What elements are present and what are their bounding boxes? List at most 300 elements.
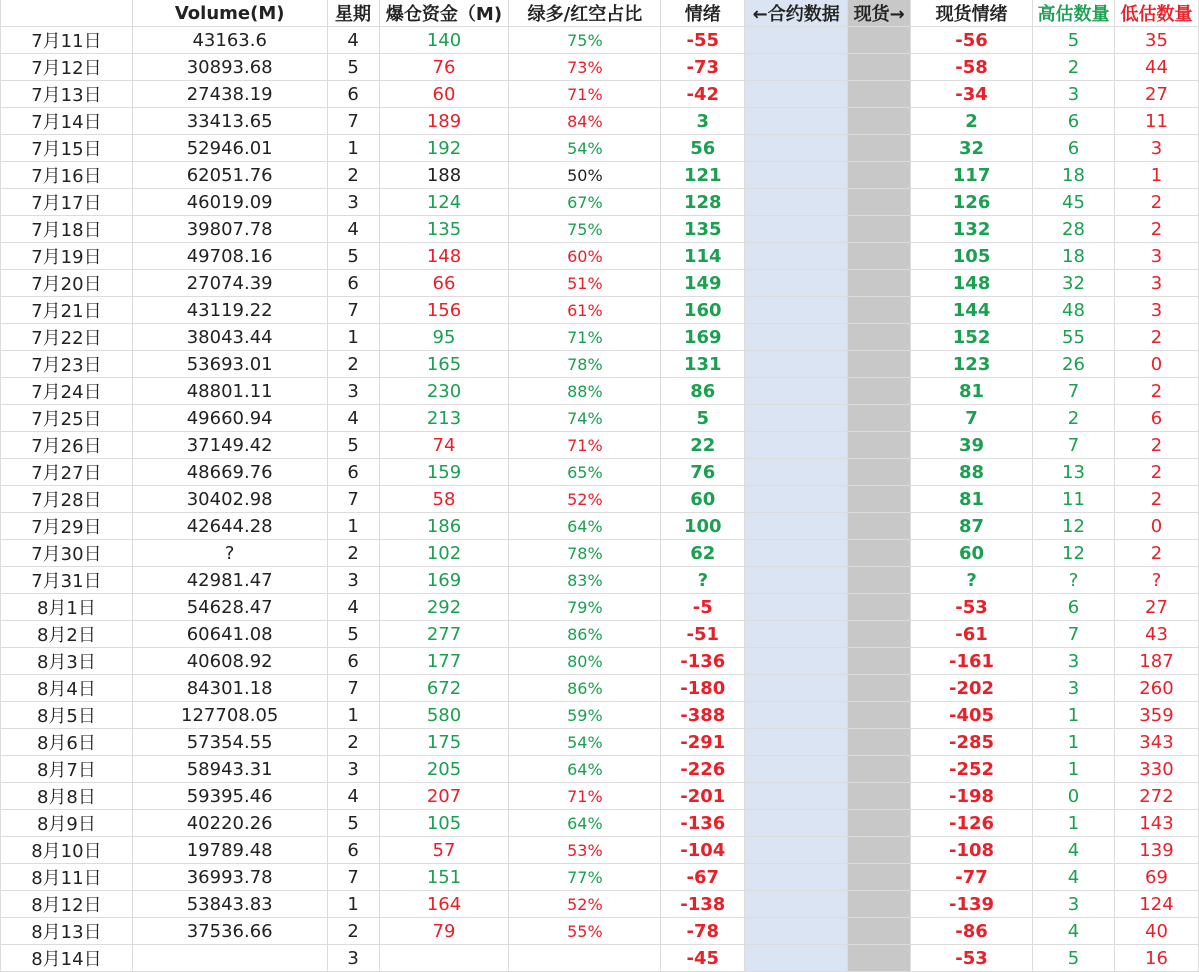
- ratio-cell[interactable]: 88%: [509, 378, 661, 405]
- spot-band-cell[interactable]: [848, 135, 911, 162]
- weekday-cell[interactable]: 7: [327, 108, 379, 135]
- high-count-cell[interactable]: 55: [1032, 324, 1114, 351]
- high-count-cell[interactable]: 18: [1032, 162, 1114, 189]
- sentiment-cell[interactable]: 160: [661, 297, 745, 324]
- high-count-cell[interactable]: 5: [1032, 945, 1114, 972]
- date-cell[interactable]: 7月25日: [1, 405, 133, 432]
- header-contract-data[interactable]: ←合约数据: [745, 0, 848, 27]
- weekday-cell[interactable]: 4: [327, 783, 379, 810]
- sentiment-cell[interactable]: 135: [661, 216, 745, 243]
- weekday-cell[interactable]: 4: [327, 405, 379, 432]
- contract-band-cell[interactable]: [745, 837, 848, 864]
- low-count-cell[interactable]: 69: [1114, 864, 1198, 891]
- sentiment-cell[interactable]: -55: [661, 27, 745, 54]
- date-cell[interactable]: 7月31日: [1, 567, 133, 594]
- weekday-cell[interactable]: 5: [327, 243, 379, 270]
- liquidation-cell[interactable]: 151: [379, 864, 509, 891]
- volume-cell[interactable]: 84301.18: [132, 675, 327, 702]
- date-cell[interactable]: 7月22日: [1, 324, 133, 351]
- low-count-cell[interactable]: 35: [1114, 27, 1198, 54]
- sentiment-cell[interactable]: ?: [661, 567, 745, 594]
- weekday-cell[interactable]: 7: [327, 486, 379, 513]
- spot-sentiment-cell[interactable]: 152: [911, 324, 1033, 351]
- date-cell[interactable]: 8月9日: [1, 810, 133, 837]
- spot-band-cell[interactable]: [848, 864, 911, 891]
- liquidation-cell[interactable]: 169: [379, 567, 509, 594]
- ratio-cell[interactable]: 54%: [509, 729, 661, 756]
- spot-sentiment-cell[interactable]: 126: [911, 189, 1033, 216]
- spot-band-cell[interactable]: [848, 540, 911, 567]
- high-count-cell[interactable]: 2: [1032, 54, 1114, 81]
- high-count-cell[interactable]: 13: [1032, 459, 1114, 486]
- liquidation-cell[interactable]: 189: [379, 108, 509, 135]
- weekday-cell[interactable]: 6: [327, 270, 379, 297]
- date-cell[interactable]: 8月6日: [1, 729, 133, 756]
- sentiment-cell[interactable]: -226: [661, 756, 745, 783]
- contract-band-cell[interactable]: [745, 783, 848, 810]
- ratio-cell[interactable]: 67%: [509, 189, 661, 216]
- low-count-cell[interactable]: 143: [1114, 810, 1198, 837]
- weekday-cell[interactable]: 5: [327, 432, 379, 459]
- ratio-cell[interactable]: 71%: [509, 81, 661, 108]
- volume-cell[interactable]: [132, 945, 327, 972]
- sentiment-cell[interactable]: -51: [661, 621, 745, 648]
- liquidation-cell[interactable]: 207: [379, 783, 509, 810]
- high-count-cell[interactable]: 3: [1032, 675, 1114, 702]
- high-count-cell[interactable]: 6: [1032, 108, 1114, 135]
- sentiment-cell[interactable]: -5: [661, 594, 745, 621]
- header-weekday[interactable]: 星期: [327, 0, 379, 27]
- header-volume[interactable]: Volume(M): [132, 0, 327, 27]
- spot-sentiment-cell[interactable]: -252: [911, 756, 1033, 783]
- spot-sentiment-cell[interactable]: -126: [911, 810, 1033, 837]
- spot-band-cell[interactable]: [848, 81, 911, 108]
- contract-band-cell[interactable]: [745, 729, 848, 756]
- volume-cell[interactable]: 36993.78: [132, 864, 327, 891]
- high-count-cell[interactable]: 12: [1032, 540, 1114, 567]
- date-cell[interactable]: 8月14日: [1, 945, 133, 972]
- liquidation-cell[interactable]: 140: [379, 27, 509, 54]
- weekday-cell[interactable]: 1: [327, 702, 379, 729]
- contract-band-cell[interactable]: [745, 189, 848, 216]
- sentiment-cell[interactable]: 60: [661, 486, 745, 513]
- volume-cell[interactable]: 49708.16: [132, 243, 327, 270]
- high-count-cell[interactable]: ?: [1032, 567, 1114, 594]
- high-count-cell[interactable]: 5: [1032, 27, 1114, 54]
- spot-band-cell[interactable]: [848, 378, 911, 405]
- contract-band-cell[interactable]: [745, 648, 848, 675]
- spot-sentiment-cell[interactable]: 2: [911, 108, 1033, 135]
- ratio-cell[interactable]: 79%: [509, 594, 661, 621]
- spot-band-cell[interactable]: [848, 324, 911, 351]
- spot-band-cell[interactable]: [848, 297, 911, 324]
- low-count-cell[interactable]: 27: [1114, 594, 1198, 621]
- ratio-cell[interactable]: 86%: [509, 675, 661, 702]
- low-count-cell[interactable]: 359: [1114, 702, 1198, 729]
- sentiment-cell[interactable]: -42: [661, 81, 745, 108]
- contract-band-cell[interactable]: [745, 621, 848, 648]
- liquidation-cell[interactable]: 58: [379, 486, 509, 513]
- liquidation-cell[interactable]: 95: [379, 324, 509, 351]
- volume-cell[interactable]: 59395.46: [132, 783, 327, 810]
- low-count-cell[interactable]: 2: [1114, 459, 1198, 486]
- low-count-cell[interactable]: 2: [1114, 540, 1198, 567]
- liquidation-cell[interactable]: 102: [379, 540, 509, 567]
- spot-sentiment-cell[interactable]: -77: [911, 864, 1033, 891]
- sentiment-cell[interactable]: 3: [661, 108, 745, 135]
- ratio-cell[interactable]: 59%: [509, 702, 661, 729]
- high-count-cell[interactable]: 45: [1032, 189, 1114, 216]
- liquidation-cell[interactable]: [379, 945, 509, 972]
- spot-band-cell[interactable]: [848, 837, 911, 864]
- spot-sentiment-cell[interactable]: 88: [911, 459, 1033, 486]
- volume-cell[interactable]: 33413.65: [132, 108, 327, 135]
- spot-sentiment-cell[interactable]: -285: [911, 729, 1033, 756]
- spot-sentiment-cell[interactable]: 132: [911, 216, 1033, 243]
- ratio-cell[interactable]: 54%: [509, 135, 661, 162]
- low-count-cell[interactable]: 139: [1114, 837, 1198, 864]
- sentiment-cell[interactable]: -136: [661, 648, 745, 675]
- high-count-cell[interactable]: 3: [1032, 648, 1114, 675]
- ratio-cell[interactable]: 64%: [509, 756, 661, 783]
- contract-band-cell[interactable]: [745, 675, 848, 702]
- contract-band-cell[interactable]: [745, 162, 848, 189]
- low-count-cell[interactable]: 2: [1114, 216, 1198, 243]
- date-cell[interactable]: 7月14日: [1, 108, 133, 135]
- ratio-cell[interactable]: 71%: [509, 432, 661, 459]
- spot-sentiment-cell[interactable]: -53: [911, 594, 1033, 621]
- spot-band-cell[interactable]: [848, 54, 911, 81]
- low-count-cell[interactable]: 11: [1114, 108, 1198, 135]
- spot-band-cell[interactable]: [848, 189, 911, 216]
- spot-sentiment-cell[interactable]: -405: [911, 702, 1033, 729]
- high-count-cell[interactable]: 1: [1032, 729, 1114, 756]
- spot-band-cell[interactable]: [848, 216, 911, 243]
- header-low-count[interactable]: 低估数量: [1114, 0, 1198, 27]
- date-cell[interactable]: 7月24日: [1, 378, 133, 405]
- date-cell[interactable]: 8月3日: [1, 648, 133, 675]
- high-count-cell[interactable]: 1: [1032, 702, 1114, 729]
- spot-sentiment-cell[interactable]: -53: [911, 945, 1033, 972]
- spot-band-cell[interactable]: [848, 270, 911, 297]
- low-count-cell[interactable]: 3: [1114, 270, 1198, 297]
- ratio-cell[interactable]: 84%: [509, 108, 661, 135]
- high-count-cell[interactable]: 1: [1032, 810, 1114, 837]
- ratio-cell[interactable]: 51%: [509, 270, 661, 297]
- spot-sentiment-cell[interactable]: 144: [911, 297, 1033, 324]
- volume-cell[interactable]: 53693.01: [132, 351, 327, 378]
- date-cell[interactable]: 7月29日: [1, 513, 133, 540]
- contract-band-cell[interactable]: [745, 324, 848, 351]
- liquidation-cell[interactable]: 159: [379, 459, 509, 486]
- ratio-cell[interactable]: 78%: [509, 540, 661, 567]
- volume-cell[interactable]: 58943.31: [132, 756, 327, 783]
- spot-band-cell[interactable]: [848, 918, 911, 945]
- volume-cell[interactable]: 40608.92: [132, 648, 327, 675]
- low-count-cell[interactable]: 2: [1114, 378, 1198, 405]
- liquidation-cell[interactable]: 66: [379, 270, 509, 297]
- contract-band-cell[interactable]: [745, 945, 848, 972]
- spot-sentiment-cell[interactable]: ?: [911, 567, 1033, 594]
- volume-cell[interactable]: 40220.26: [132, 810, 327, 837]
- ratio-cell[interactable]: 83%: [509, 567, 661, 594]
- contract-band-cell[interactable]: [745, 864, 848, 891]
- volume-cell[interactable]: 53843.83: [132, 891, 327, 918]
- sentiment-cell[interactable]: -67: [661, 864, 745, 891]
- volume-cell[interactable]: ?: [132, 540, 327, 567]
- liquidation-cell[interactable]: 79: [379, 918, 509, 945]
- date-cell[interactable]: 8月10日: [1, 837, 133, 864]
- spot-sentiment-cell[interactable]: 32: [911, 135, 1033, 162]
- weekday-cell[interactable]: 5: [327, 54, 379, 81]
- spot-band-cell[interactable]: [848, 621, 911, 648]
- ratio-cell[interactable]: 53%: [509, 837, 661, 864]
- date-cell[interactable]: 7月15日: [1, 135, 133, 162]
- weekday-cell[interactable]: 2: [327, 540, 379, 567]
- liquidation-cell[interactable]: 165: [379, 351, 509, 378]
- date-cell[interactable]: 7月19日: [1, 243, 133, 270]
- date-cell[interactable]: 8月11日: [1, 864, 133, 891]
- spot-band-cell[interactable]: [848, 756, 911, 783]
- high-count-cell[interactable]: 0: [1032, 783, 1114, 810]
- contract-band-cell[interactable]: [745, 459, 848, 486]
- ratio-cell[interactable]: 74%: [509, 405, 661, 432]
- contract-band-cell[interactable]: [745, 378, 848, 405]
- sentiment-cell[interactable]: 100: [661, 513, 745, 540]
- low-count-cell[interactable]: 6: [1114, 405, 1198, 432]
- ratio-cell[interactable]: 52%: [509, 891, 661, 918]
- spot-sentiment-cell[interactable]: -34: [911, 81, 1033, 108]
- low-count-cell[interactable]: 2: [1114, 486, 1198, 513]
- ratio-cell[interactable]: 64%: [509, 810, 661, 837]
- date-cell[interactable]: 8月1日: [1, 594, 133, 621]
- contract-band-cell[interactable]: [745, 81, 848, 108]
- weekday-cell[interactable]: 1: [327, 513, 379, 540]
- weekday-cell[interactable]: 7: [327, 297, 379, 324]
- sentiment-cell[interactable]: 114: [661, 243, 745, 270]
- sentiment-cell[interactable]: -136: [661, 810, 745, 837]
- spot-sentiment-cell[interactable]: -61: [911, 621, 1033, 648]
- date-cell[interactable]: 7月28日: [1, 486, 133, 513]
- sentiment-cell[interactable]: -291: [661, 729, 745, 756]
- date-cell[interactable]: 7月16日: [1, 162, 133, 189]
- contract-band-cell[interactable]: [745, 54, 848, 81]
- date-cell[interactable]: 8月2日: [1, 621, 133, 648]
- liquidation-cell[interactable]: 135: [379, 216, 509, 243]
- contract-band-cell[interactable]: [745, 567, 848, 594]
- liquidation-cell[interactable]: 213: [379, 405, 509, 432]
- low-count-cell[interactable]: 3: [1114, 297, 1198, 324]
- sentiment-cell[interactable]: 22: [661, 432, 745, 459]
- sentiment-cell[interactable]: -138: [661, 891, 745, 918]
- high-count-cell[interactable]: 12: [1032, 513, 1114, 540]
- ratio-cell[interactable]: 86%: [509, 621, 661, 648]
- volume-cell[interactable]: 52946.01: [132, 135, 327, 162]
- high-count-cell[interactable]: 11: [1032, 486, 1114, 513]
- liquidation-cell[interactable]: 124: [379, 189, 509, 216]
- contract-band-cell[interactable]: [745, 486, 848, 513]
- contract-band-cell[interactable]: [745, 216, 848, 243]
- date-cell[interactable]: 7月30日: [1, 540, 133, 567]
- sentiment-cell[interactable]: -201: [661, 783, 745, 810]
- low-count-cell[interactable]: 40: [1114, 918, 1198, 945]
- header-ratio[interactable]: 绿多/红空占比: [509, 0, 661, 27]
- contract-band-cell[interactable]: [745, 918, 848, 945]
- contract-band-cell[interactable]: [745, 432, 848, 459]
- sentiment-cell[interactable]: 5: [661, 405, 745, 432]
- weekday-cell[interactable]: 5: [327, 621, 379, 648]
- date-cell[interactable]: 7月20日: [1, 270, 133, 297]
- spot-sentiment-cell[interactable]: 123: [911, 351, 1033, 378]
- liquidation-cell[interactable]: 188: [379, 162, 509, 189]
- weekday-cell[interactable]: 6: [327, 837, 379, 864]
- high-count-cell[interactable]: 3: [1032, 81, 1114, 108]
- weekday-cell[interactable]: 4: [327, 27, 379, 54]
- ratio-cell[interactable]: 71%: [509, 783, 661, 810]
- spot-band-cell[interactable]: [848, 702, 911, 729]
- liquidation-cell[interactable]: 76: [379, 54, 509, 81]
- volume-cell[interactable]: 43163.6: [132, 27, 327, 54]
- spot-sentiment-cell[interactable]: -58: [911, 54, 1033, 81]
- ratio-cell[interactable]: 73%: [509, 54, 661, 81]
- liquidation-cell[interactable]: 205: [379, 756, 509, 783]
- spot-band-cell[interactable]: [848, 351, 911, 378]
- ratio-cell[interactable]: 78%: [509, 351, 661, 378]
- low-count-cell[interactable]: 3: [1114, 243, 1198, 270]
- spot-band-cell[interactable]: [848, 567, 911, 594]
- volume-cell[interactable]: 42981.47: [132, 567, 327, 594]
- spot-sentiment-cell[interactable]: 39: [911, 432, 1033, 459]
- ratio-cell[interactable]: [509, 945, 661, 972]
- spot-band-cell[interactable]: [848, 459, 911, 486]
- date-cell[interactable]: 7月11日: [1, 27, 133, 54]
- spot-sentiment-cell[interactable]: -86: [911, 918, 1033, 945]
- contract-band-cell[interactable]: [745, 27, 848, 54]
- sentiment-cell[interactable]: -73: [661, 54, 745, 81]
- low-count-cell[interactable]: ?: [1114, 567, 1198, 594]
- ratio-cell[interactable]: 55%: [509, 918, 661, 945]
- liquidation-cell[interactable]: 277: [379, 621, 509, 648]
- date-cell[interactable]: 8月8日: [1, 783, 133, 810]
- liquidation-cell[interactable]: 192: [379, 135, 509, 162]
- low-count-cell[interactable]: 16: [1114, 945, 1198, 972]
- liquidation-cell[interactable]: 164: [379, 891, 509, 918]
- sentiment-cell[interactable]: -388: [661, 702, 745, 729]
- contract-band-cell[interactable]: [745, 135, 848, 162]
- contract-band-cell[interactable]: [745, 243, 848, 270]
- spot-sentiment-cell[interactable]: -108: [911, 837, 1033, 864]
- low-count-cell[interactable]: 330: [1114, 756, 1198, 783]
- ratio-cell[interactable]: 64%: [509, 513, 661, 540]
- sentiment-cell[interactable]: 128: [661, 189, 745, 216]
- volume-cell[interactable]: 57354.55: [132, 729, 327, 756]
- contract-band-cell[interactable]: [745, 108, 848, 135]
- contract-band-cell[interactable]: [745, 891, 848, 918]
- header-sentiment[interactable]: 情绪: [661, 0, 745, 27]
- high-count-cell[interactable]: 48: [1032, 297, 1114, 324]
- sentiment-cell[interactable]: 86: [661, 378, 745, 405]
- date-cell[interactable]: 7月23日: [1, 351, 133, 378]
- low-count-cell[interactable]: 27: [1114, 81, 1198, 108]
- volume-cell[interactable]: 39807.78: [132, 216, 327, 243]
- spot-sentiment-cell[interactable]: -202: [911, 675, 1033, 702]
- spot-band-cell[interactable]: [848, 486, 911, 513]
- sentiment-cell[interactable]: -45: [661, 945, 745, 972]
- spot-band-cell[interactable]: [848, 243, 911, 270]
- header-liquidation[interactable]: 爆仓资金（M): [379, 0, 509, 27]
- low-count-cell[interactable]: 0: [1114, 513, 1198, 540]
- spot-sentiment-cell[interactable]: -56: [911, 27, 1033, 54]
- weekday-cell[interactable]: 4: [327, 594, 379, 621]
- high-count-cell[interactable]: 7: [1032, 621, 1114, 648]
- high-count-cell[interactable]: 7: [1032, 432, 1114, 459]
- date-cell[interactable]: 8月13日: [1, 918, 133, 945]
- high-count-cell[interactable]: 6: [1032, 135, 1114, 162]
- date-cell[interactable]: 8月4日: [1, 675, 133, 702]
- ratio-cell[interactable]: 75%: [509, 216, 661, 243]
- spot-band-cell[interactable]: [848, 729, 911, 756]
- weekday-cell[interactable]: 1: [327, 891, 379, 918]
- date-cell[interactable]: 7月17日: [1, 189, 133, 216]
- high-count-cell[interactable]: 4: [1032, 918, 1114, 945]
- volume-cell[interactable]: 54628.47: [132, 594, 327, 621]
- weekday-cell[interactable]: 4: [327, 216, 379, 243]
- high-count-cell[interactable]: 2: [1032, 405, 1114, 432]
- ratio-cell[interactable]: 80%: [509, 648, 661, 675]
- high-count-cell[interactable]: 6: [1032, 594, 1114, 621]
- weekday-cell[interactable]: 3: [327, 945, 379, 972]
- liquidation-cell[interactable]: 672: [379, 675, 509, 702]
- low-count-cell[interactable]: 343: [1114, 729, 1198, 756]
- header-spot-arrow[interactable]: 现货→: [848, 0, 911, 27]
- low-count-cell[interactable]: 2: [1114, 189, 1198, 216]
- spot-band-cell[interactable]: [848, 405, 911, 432]
- ratio-cell[interactable]: 71%: [509, 324, 661, 351]
- spot-sentiment-cell[interactable]: -161: [911, 648, 1033, 675]
- header-date[interactable]: [1, 0, 133, 27]
- contract-band-cell[interactable]: [745, 810, 848, 837]
- spot-band-cell[interactable]: [848, 162, 911, 189]
- sentiment-cell[interactable]: 169: [661, 324, 745, 351]
- weekday-cell[interactable]: 3: [327, 756, 379, 783]
- liquidation-cell[interactable]: 105: [379, 810, 509, 837]
- liquidation-cell[interactable]: 175: [379, 729, 509, 756]
- weekday-cell[interactable]: 2: [327, 729, 379, 756]
- liquidation-cell[interactable]: 292: [379, 594, 509, 621]
- spot-sentiment-cell[interactable]: 81: [911, 486, 1033, 513]
- low-count-cell[interactable]: 3: [1114, 135, 1198, 162]
- sentiment-cell[interactable]: 131: [661, 351, 745, 378]
- low-count-cell[interactable]: 44: [1114, 54, 1198, 81]
- date-cell[interactable]: 8月7日: [1, 756, 133, 783]
- low-count-cell[interactable]: 187: [1114, 648, 1198, 675]
- high-count-cell[interactable]: 26: [1032, 351, 1114, 378]
- ratio-cell[interactable]: 60%: [509, 243, 661, 270]
- contract-band-cell[interactable]: [745, 297, 848, 324]
- spot-band-cell[interactable]: [848, 810, 911, 837]
- date-cell[interactable]: 7月13日: [1, 81, 133, 108]
- volume-cell[interactable]: 30893.68: [132, 54, 327, 81]
- contract-band-cell[interactable]: [745, 270, 848, 297]
- header-high-count[interactable]: 高估数量: [1032, 0, 1114, 27]
- volume-cell[interactable]: 27438.19: [132, 81, 327, 108]
- header-spot-sentiment[interactable]: 现货情绪: [911, 0, 1033, 27]
- weekday-cell[interactable]: 2: [327, 162, 379, 189]
- weekday-cell[interactable]: 6: [327, 81, 379, 108]
- liquidation-cell[interactable]: 60: [379, 81, 509, 108]
- spot-sentiment-cell[interactable]: 148: [911, 270, 1033, 297]
- spot-band-cell[interactable]: [848, 108, 911, 135]
